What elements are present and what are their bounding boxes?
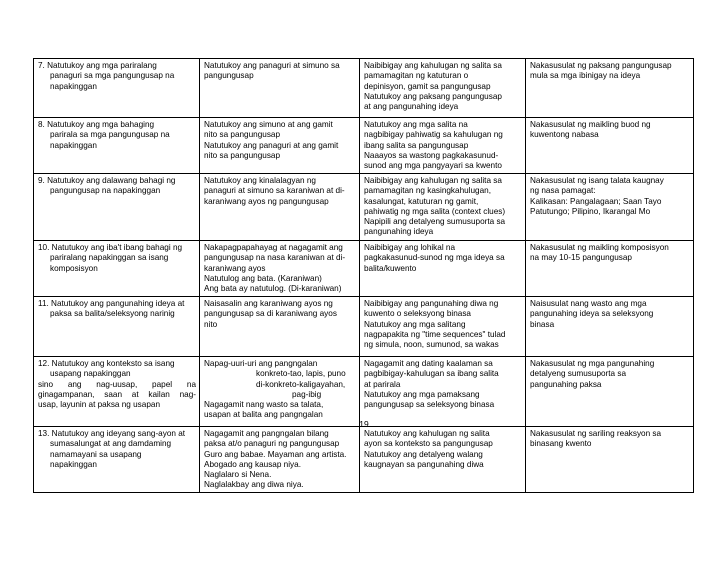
reading-skill-cell: Natutukoy ang mga salita na nagbibigay pahiwatig sa kahulugan ng ibang salita sa pangungusap Naaayos sa wastong pagkakasunud- sunod ang mga pangyayari sa kwento <box>360 118 526 174</box>
grammar-skill-cell: Nakapagpapahayag at nagagamit ang pangungusap na nasa karaniwan at di- karaniwang ayos Natutulog ang bata. (Karaniwan) Ang bata ay natutulog. (Di-karaniwan) <box>200 241 360 297</box>
writing-skill-cell: Nakasusulat ng paksang pangungusap mula sa mga ibinigay na ideya <box>526 59 694 118</box>
reading-skill-cell: Naibibigay ang kahulugan ng salita sa pamamagitan ng kasingkahulugan, kasalungat, katuturan ng gamit, pahiwatig ng mga salita (context clues) Napipili ang detalyeng sumusuporta sa pangunahing ideya <box>360 174 526 241</box>
table-row <box>34 241 694 297</box>
grammar-skill-cell: Napag-uuri-uri ang pangngalan konkreto-tao, lapis, puno di-konkreto-kaligayahan, pag-ibig Nagagamit nang wasto sa talata, usapan at balita ang pangngalan <box>200 357 360 427</box>
page-number: 19 <box>359 419 369 429</box>
reading-skill-cell: Naibibigay ang kahulugan ng salita sa pamamagitan ng katuturan o depinisyon, gamit sa pangungusap Natutukoy ang paksang pangungusap at ang pangunahing ideya <box>360 59 526 118</box>
table-row <box>34 174 694 241</box>
writing-skill-cell: Nakasusulat ng mga pangunahing detalyeng sumusuporta sa pangunahing paksa <box>526 357 694 427</box>
reading-skill-cell: Natutukoy ang kahulugan ng salita ayon sa konteksto sa pangungusap Natutukoy ang detalyeng walang kaugnayan sa pangunahing diwa <box>360 427 526 493</box>
listening-skill-cell: 12. Natutukoy ang konteksto sa isang usapang napakinggan sino ang nag-uusap, papel na ginagampanan, saan at kailan nag- usap, layunin at paksa ng usapan <box>34 357 200 427</box>
listening-skill-cell: 8. Natutukoy ang mga bahaging parirala sa mga pangungusap na napakinggan <box>34 118 200 174</box>
grammar-skill-cell: Natutukoy ang panaguri at simuno sa pangungusap <box>200 59 360 118</box>
table-row <box>34 297 694 357</box>
table-row <box>34 357 694 427</box>
grammar-skill-cell: Nagagamit ang pangngalan bilang paksa at/o panaguri ng pangungusap Guro ang babae. Mayaman ang artista. Abogado ang kausap niya. Naglalaro si Nena. Naglalakbay ang diwa niya. <box>200 427 360 493</box>
writing-skill-cell: Nakasusulat ng maikling komposisyon na may 10-15 pangungusap <box>526 241 694 297</box>
writing-skill-cell: Nakasusulat ng sariling reaksyon sa binasang kwento <box>526 427 694 493</box>
reading-skill-cell: Naibibigay ang lohikal na pagkakasunud-sunod ng mga ideya sa balita/kuwento <box>360 241 526 297</box>
reading-skill-cell: Naibibigay ang pangunahing diwa ng kuwento o seleksyong binasa Natutukoy ang mga salitang nagpapakita ng "time sequences" tulad ng simula, noon, sumunod, sa wakas <box>360 297 526 357</box>
grammar-skill-cell: Naisasalin ang karaniwang ayos ng pangungusap sa di karaniwang ayos nito <box>200 297 360 357</box>
listening-skill-cell: 13. Natutukoy ang ideyang sang-ayon at sumasalungat at ang damdaming namamayani sa usapang napakinggan <box>34 427 200 493</box>
reading-skill-cell: Nagagamit ang dating kaalaman sa pagbibigay-kahulugan sa ibang salita at parirala Natutukoy ang mga pamaksang pangungusap sa seleksyong binasa <box>360 357 526 427</box>
writing-skill-cell: Nakasusulat ng isang talata kaugnay ng nasa pamagat: Kalikasan: Pangalagaan; Saan Tayo Patutungo; Pilipino, Ikarangal Mo <box>526 174 694 241</box>
listening-skill-cell: 9. Natutukoy ang dalawang bahagi ng pangungusap na napakinggan <box>34 174 200 241</box>
listening-skill-cell: 7. Natutukoy ang mga pariralang panaguri sa mga pangungusap na napakinggan <box>34 59 200 118</box>
listening-skill-cell: 11. Natutukoy ang pangunahing ideya at paksa sa balita/seleksyong narinig <box>34 297 200 357</box>
grammar-skill-cell: Natutukoy ang simuno at ang gamit nito sa pangungusap Natutukoy ang panaguri at ang gamit nito sa pangungusap <box>200 118 360 174</box>
table-row <box>34 59 694 118</box>
grammar-skill-cell: Natutukoy ang kinalalagyan ng panaguri at simuno sa karaniwan at di- karaniwang ayos ng pangungusap <box>200 174 360 241</box>
writing-skill-cell: Nakasusulat ng maikling buod ng kuwentong nabasa <box>526 118 694 174</box>
table-row <box>34 118 694 174</box>
writing-skill-cell: Naisusulat nang wasto ang mga pangunahing ideya sa seleksyong binasa <box>526 297 694 357</box>
table-row <box>34 427 694 493</box>
listening-skill-cell: 10. Natutukoy ang iba't ibang bahagi ng pariralang napakinggan sa isang komposisyon <box>34 241 200 297</box>
